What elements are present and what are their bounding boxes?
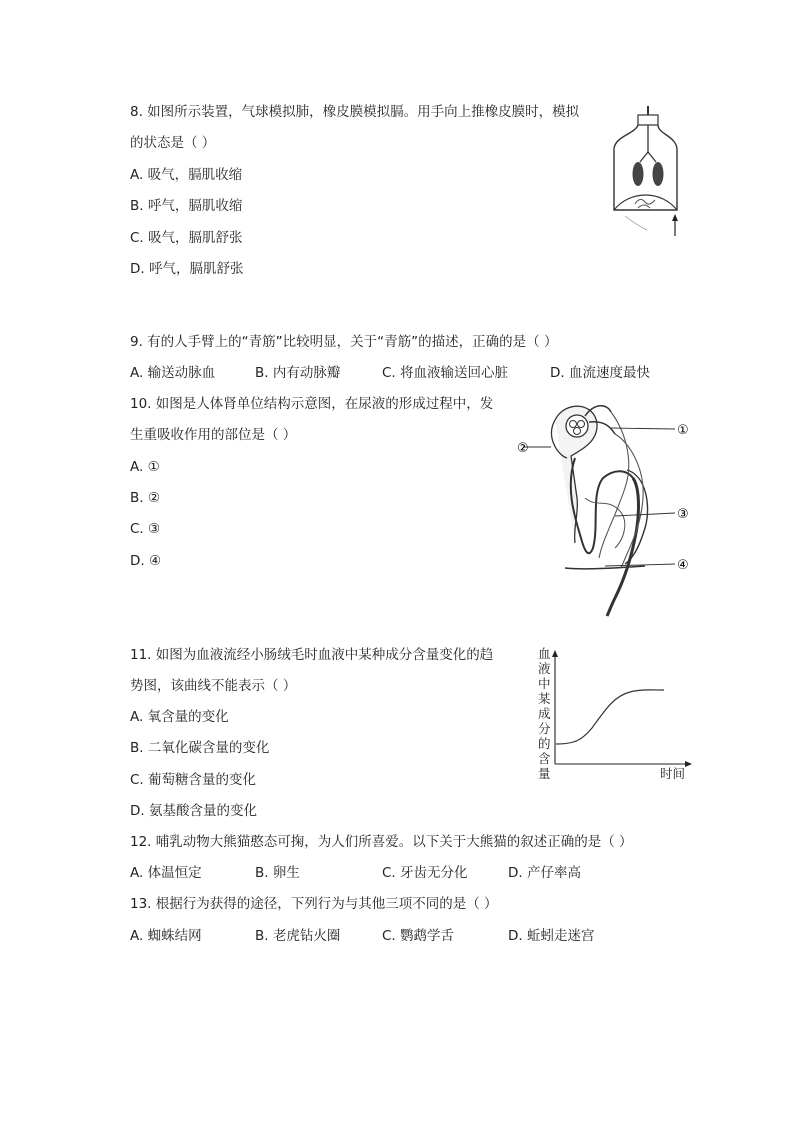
graph-ylabel-char-8: 含 — [538, 751, 551, 766]
q11-option-c: C. 葡萄糖含量的变化 — [130, 772, 257, 788]
nephron-label-4: ④ — [677, 558, 689, 573]
q10-stem-line2: 生重吸收作用的部位是（ ） — [130, 427, 297, 443]
graph-ylabel-char-1: 血 — [538, 646, 551, 661]
q11-option-a: A. 氧含量的变化 — [130, 709, 229, 725]
graph-ylabel-char-9: 量 — [538, 766, 551, 781]
nephron-label-3: ③ — [677, 507, 689, 522]
q9-stem: 9. 有的人手臂上的“青筋”比较明显，关于“青筋”的描述，正确的是（ ） — [130, 334, 558, 350]
nephron-diagram-figure — [515, 398, 700, 618]
q8-option-a: A. 吸气，膈肌收缩 — [130, 167, 243, 183]
graph-ylabel-char-7: 的 — [538, 736, 551, 751]
q10-option-c: C. ③ — [130, 521, 161, 537]
q9-option-b: B. 内有动脉瓣 — [255, 365, 341, 381]
q10-option-d: D. ④ — [130, 553, 162, 569]
q10-stem-line1: 10. 如图是人体肾单位结构示意图，在尿液的形成过程中，发 — [130, 396, 494, 412]
q13-option-c: C. 鹦鹉学舌 — [382, 928, 455, 944]
q8-stem-line1: 8. 如图所示装置，气球模拟肺，橡皮膜模拟膈。用手向上推橡皮膜时，模拟 — [130, 104, 580, 120]
q9-option-c: C. 将血液输送回心脏 — [382, 365, 509, 381]
graph-ylabel-char-4: 某 — [538, 691, 551, 706]
q12-option-b: B. 卵生 — [255, 865, 300, 881]
q11-option-d: D. 氨基酸含量的变化 — [130, 803, 257, 819]
q12-option-d: D. 产仔率高 — [508, 865, 581, 881]
q10-option-a: A. ① — [130, 459, 160, 475]
q10-option-b: B. ② — [130, 490, 160, 506]
q13-option-a: A. 蜘蛛结网 — [130, 928, 202, 944]
q9-option-d: D. 血流速度最快 — [550, 365, 650, 381]
q11-option-b: B. 二氧化碳含量的变化 — [130, 740, 270, 756]
q8-option-c: C. 吸气，膈肌舒张 — [130, 230, 243, 246]
q12-stem: 12. 哺乳动物大熊猫憨态可掬，为人们所喜爱。以下关于大熊猫的叙述正确的是（ ） — [130, 834, 633, 850]
bell-jar-lung-model-figure — [605, 104, 685, 240]
graph-ylabel-char-6: 分 — [538, 721, 551, 736]
nephron-label-2: ② — [517, 441, 529, 456]
q8-option-d: D. 呼气，膈肌舒张 — [130, 261, 244, 277]
q8-option-b: B. 呼气，膈肌收缩 — [130, 198, 243, 214]
graph-ylabel-char-2: 液 — [538, 661, 551, 676]
q8-stem-line2: 的状态是（ ） — [130, 135, 216, 151]
q13-option-b: B. 老虎钻火圈 — [255, 928, 341, 944]
q12-option-a: A. 体温恒定 — [130, 865, 202, 881]
q12-option-c: C. 牙齿无分化 — [382, 865, 468, 881]
q13-stem: 13. 根据行为获得的途径，下列行为与其他三项不同的是（ ） — [130, 896, 498, 912]
graph-ylabel-char-3: 中 — [538, 676, 551, 691]
q11-stem-line1: 11. 如图为血液流经小肠绒毛时血液中某种成分含量变化的趋 — [130, 647, 494, 663]
graph-curve — [556, 690, 664, 744]
content-change-graph-figure — [530, 644, 700, 784]
graph-xlabel: 时间 — [660, 766, 686, 781]
graph-ylabel-char-5: 成 — [538, 706, 551, 721]
nephron-label-1: ① — [677, 423, 689, 438]
q9-option-a: A. 输送动脉血 — [130, 365, 216, 381]
q13-option-d: D. 蚯蚓走迷宫 — [508, 928, 595, 944]
q11-stem-line2: 势图，该曲线不能表示（ ） — [130, 678, 297, 694]
